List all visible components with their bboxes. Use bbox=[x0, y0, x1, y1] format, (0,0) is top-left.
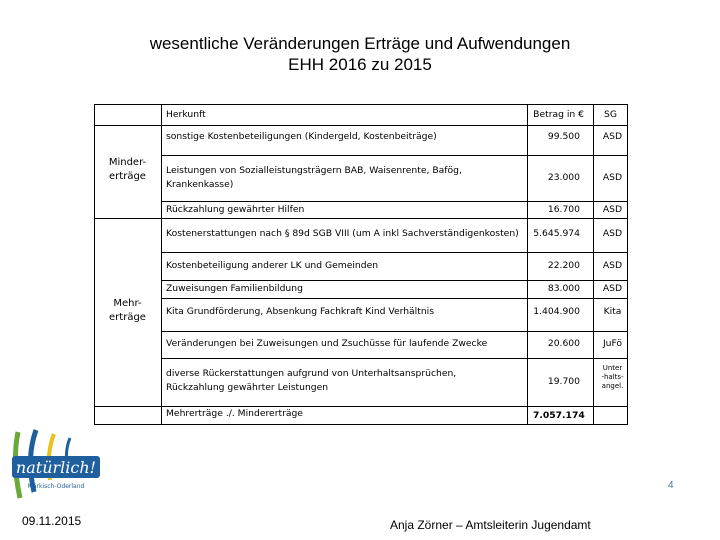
page-number: 4 bbox=[668, 480, 674, 491]
table-row-betrag: 5.645.974 bbox=[533, 228, 580, 239]
table-row-sg: ASD bbox=[602, 204, 623, 215]
footer-date: 09.11.2015 bbox=[22, 514, 82, 528]
table-row-herkunft: Zuweisungen Familienbildung bbox=[166, 283, 303, 294]
row-divider bbox=[161, 358, 628, 359]
row-divider bbox=[161, 155, 628, 156]
table-row-herkunft: Kostenerstattungen nach § 89d SGB VIII (um A inkl Sachverständigenkosten) bbox=[166, 228, 519, 239]
logo-text: natürlich! bbox=[15, 458, 97, 477]
table-bottom-line bbox=[94, 424, 628, 425]
row-divider bbox=[161, 252, 628, 253]
table-row-herkunft: diverse Rückerstattungen aufgrund von Unterhaltsansprüchen, Rückzahlung gewährter Leistungen bbox=[166, 368, 457, 393]
table-col-divider-3 bbox=[593, 104, 594, 425]
group-label-mindererträge: Minder- erträge bbox=[108, 157, 147, 182]
table-row-betrag: 19.700 bbox=[547, 376, 580, 387]
table-top-line bbox=[94, 104, 628, 105]
header-divider bbox=[94, 125, 628, 126]
table-row-sg: ASD bbox=[602, 131, 623, 142]
table-row-herkunft: Kostenbeteiligung anderer LK und Gemeinden bbox=[166, 260, 379, 271]
title-line-2: EHH 2016 zu 2015 bbox=[288, 55, 432, 74]
table-row-sg: ASD bbox=[602, 228, 623, 239]
natuerlich-logo bbox=[10, 428, 102, 510]
page-title bbox=[0, 33, 720, 75]
row-divider bbox=[161, 201, 628, 202]
table-row-herkunft: Veränderungen bei Zuweisungen und Zsuchüsse für laufende Zwecke bbox=[166, 338, 488, 349]
table-row-sg: Kita bbox=[603, 306, 622, 317]
header-herkunft: Herkunft bbox=[166, 109, 206, 120]
row-divider bbox=[161, 298, 628, 299]
logo-graphic bbox=[10, 428, 102, 510]
table-row-herkunft: Rückzahlung gewährter Hilfen bbox=[166, 204, 305, 215]
table-row-betrag: 83.000 bbox=[547, 283, 580, 294]
table-left-line bbox=[94, 104, 95, 425]
table-row-herkunft: Kita Grundförderung, Absenkung Fachkraft Kind Verhältnis bbox=[166, 306, 434, 317]
table-row-betrag: 99.500 bbox=[547, 131, 580, 142]
footer-author: Anja Zörner – Amtsleiterin Jugendamt bbox=[390, 518, 591, 532]
table-row-betrag: 16.700 bbox=[547, 204, 580, 215]
total-value: 7.057.174 bbox=[533, 410, 585, 421]
table-row-sg: Unter -halts- angel. bbox=[601, 364, 624, 390]
table-row-herkunft: sonstige Kostenbeteiligungen (Kindergeld, Kostenbeiträge) bbox=[166, 131, 437, 142]
table-row-betrag: 1.404.900 bbox=[533, 306, 580, 317]
row-divider bbox=[161, 280, 628, 281]
table-row-herkunft: Leistungen von Sozialleistungsträgern BAB, Waisenrente, Bafög, Krankenkasse) bbox=[166, 165, 462, 190]
row-divider bbox=[161, 331, 628, 332]
table-col-divider-1 bbox=[161, 104, 162, 425]
table-row-betrag: 23.000 bbox=[547, 172, 580, 183]
header-betrag: Betrag in € bbox=[533, 109, 584, 120]
table-row-betrag: 22.200 bbox=[547, 260, 580, 271]
table-row-sg: ASD bbox=[602, 172, 623, 183]
table-row-sg: JuFö bbox=[602, 338, 623, 349]
total-label: Mehrerträge ./. Mindererträge bbox=[166, 408, 303, 419]
table-row-sg: ASD bbox=[602, 283, 623, 294]
title-line-1: wesentliche Veränderungen Erträge und Aufwendungen bbox=[149, 34, 571, 53]
table-row-sg: ASD bbox=[602, 260, 623, 271]
table-row-betrag: 20.600 bbox=[547, 338, 580, 349]
group-label-mehrertraege: Mehr- erträge bbox=[109, 298, 146, 323]
logo-subtext: Märkisch-Oderland bbox=[27, 483, 85, 490]
group-divider bbox=[94, 218, 628, 219]
header-sg: SG bbox=[604, 109, 617, 120]
